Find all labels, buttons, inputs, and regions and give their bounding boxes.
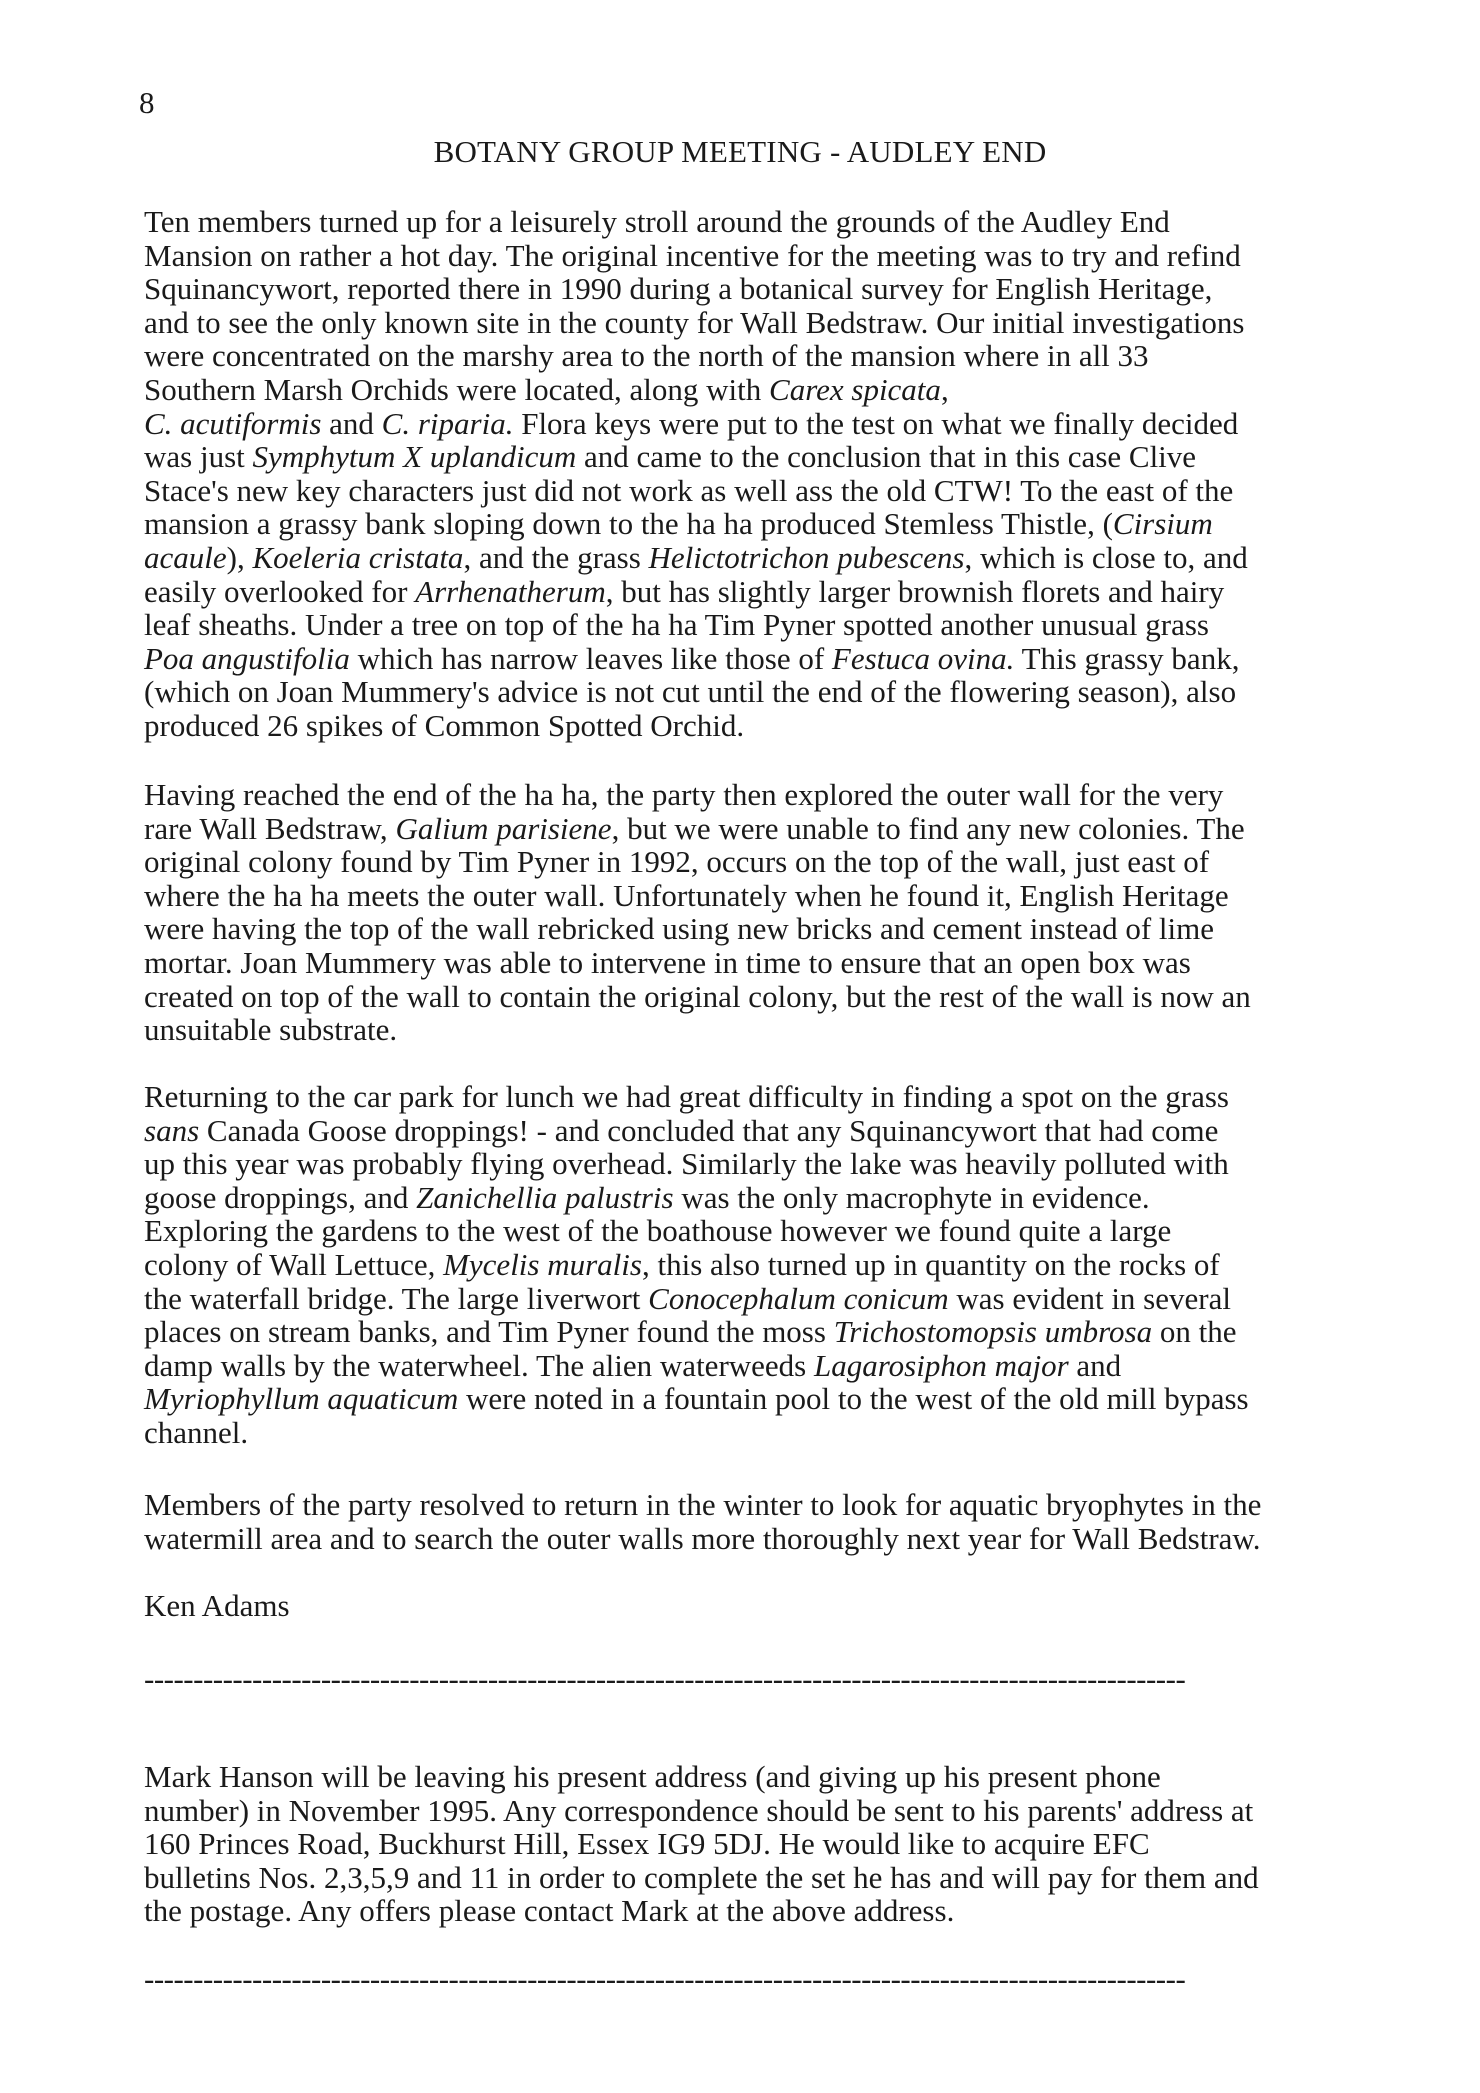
- species-name: C. acutiformis: [144, 405, 322, 441]
- text-line: [144, 845, 1354, 879]
- text-line: [144, 1522, 1354, 1556]
- text-run: Mark Hanson will be leaving his present address (and giving up his present phone: [144, 1759, 1161, 1794]
- text-line: [144, 373, 1354, 407]
- species-name: Cirsium: [1112, 506, 1213, 542]
- text-line: [144, 980, 1354, 1014]
- text-run: original colony found by Tim Pyner in 1992, occurs on the top of the wall, just east of: [144, 844, 1210, 880]
- text-line: [144, 339, 1354, 373]
- page-number: 8: [139, 85, 155, 120]
- text-run: Squinancywort, reported there in 1990 during a botanical survey for English Heritage,: [144, 271, 1213, 307]
- species-name: Helictotrichon pubescens: [648, 539, 965, 575]
- notice-paragraph: [144, 1760, 1354, 1928]
- text-run: and to see the only known site in the county for Wall Bedstraw. Our initial investigations: [144, 304, 1245, 340]
- text-line: [144, 1382, 1354, 1416]
- text-run: , which is close to, and: [964, 539, 1248, 575]
- text-run: Flora keys were put to the test on what we finally decided: [513, 405, 1239, 441]
- text-run: easily overlooked for: [144, 573, 416, 609]
- text-run: (which on Joan Mummery's advice is not cut until the end of the flowering season), also: [144, 674, 1237, 710]
- species-name: Galium parisiene: [395, 810, 612, 846]
- text-line: [144, 709, 1354, 743]
- text-run: where the ha ha meets the outer wall. Unfortunately when he found it, English Heritage: [144, 877, 1229, 913]
- text-run: ,: [940, 371, 949, 407]
- text-run: Stace's new key characters just did not work as well ass the old CTW! To the east of the: [144, 472, 1234, 508]
- report-paragraph-4: [144, 1488, 1354, 1555]
- text-line: [144, 507, 1354, 541]
- text-line: [144, 272, 1354, 306]
- text-run: , but has slightly larger brownish florets and hairy: [605, 573, 1225, 609]
- text-run: which has narrow leaves like those of: [349, 640, 832, 676]
- text-line: [144, 1315, 1354, 1349]
- text-run: and: [1068, 1347, 1122, 1383]
- text-line: [144, 440, 1354, 474]
- species-name: C. riparia.: [381, 405, 514, 441]
- text-run: were concentrated on the marshy area to the north of the mansion where in all 33: [144, 338, 1149, 374]
- species-name: Poa angustifolia: [144, 640, 350, 676]
- text-run: ),: [226, 539, 253, 575]
- text-run: bulletins Nos. 2,3,5,9 and 11 in order to complete the set he has and will pay for them and: [144, 1859, 1259, 1895]
- text-run: were having the top of the wall rebricked using new bricks and cement instead of lime: [144, 911, 1215, 947]
- text-line: [144, 1488, 1354, 1522]
- text-run: the waterfall bridge. The large liverwort: [144, 1280, 649, 1316]
- text-run: the postage. Any offers please contact Mark at the above address.: [144, 1893, 955, 1929]
- species-name: Symphytum X uplandicum: [252, 439, 577, 475]
- text-run: watermill area and to search the outer walls more thoroughly next year for Wall Bedstraw.: [144, 1520, 1261, 1556]
- text-run: rare Wall Bedstraw,: [144, 810, 396, 846]
- author-signature: Ken Adams: [144, 1588, 290, 1623]
- text-run: colony of Wall Lettuce,: [144, 1246, 444, 1282]
- species-name: Lagarosiphon major: [813, 1347, 1069, 1383]
- text-line: [144, 812, 1354, 846]
- text-run: places on stream banks, and Tim Pyner found the moss: [144, 1314, 834, 1350]
- text-line: [144, 1794, 1354, 1828]
- species-name: Koeleria cristata: [252, 539, 464, 575]
- text-run: mortar. Joan Mummery was able to intervene in time to ensure that an open box was: [144, 944, 1191, 980]
- species-name: Conocephalum conicum: [648, 1280, 949, 1316]
- report-paragraph-2: [144, 778, 1354, 1047]
- text-run: 160 Princes Road, Buckhurst Hill, Essex IG9 5DJ. He would like to acquire EFC: [144, 1826, 1150, 1862]
- text-line: [144, 1861, 1354, 1895]
- text-line: [144, 1760, 1354, 1794]
- text-run: was evident in several: [948, 1280, 1231, 1316]
- text-run: up this year was probably flying overhead. Similarly the lake was heavily polluted with: [144, 1146, 1229, 1182]
- text-line: [144, 912, 1354, 946]
- text-run: Members of the party resolved to return in the winter to look for aquatic bryophytes in the: [144, 1487, 1262, 1522]
- text-line: [144, 1827, 1354, 1861]
- species-name: Festuca ovina.: [831, 640, 1015, 676]
- text-line: [144, 1349, 1354, 1383]
- text-run: was the only macrophyte in evidence.: [673, 1179, 1150, 1215]
- text-line: [144, 879, 1354, 913]
- species-name: Zanichellia palustris: [416, 1179, 674, 1215]
- text-run: goose droppings, and: [144, 1179, 417, 1215]
- text-run: mansion a grassy bank sloping down to the ha ha produced Stemless Thistle, (: [144, 506, 1113, 542]
- text-run: and came to the conclusion that in this case Clive: [576, 439, 1197, 475]
- text-line: [144, 541, 1354, 575]
- text-run: produced 26 spikes of Common Spotted Orchid.: [144, 707, 745, 743]
- text-line: [144, 474, 1354, 508]
- report-paragraph-3: [144, 1080, 1354, 1450]
- text-line: [144, 306, 1354, 340]
- text-line: [144, 1894, 1354, 1928]
- text-run: Southern Marsh Orchids were located, along with: [144, 371, 770, 407]
- text-run: Returning to the car park for lunch we had great difficulty in finding a spot on the grass: [144, 1079, 1229, 1114]
- text-line: [144, 608, 1354, 642]
- page-title: BOTANY GROUP MEETING - AUDLEY END: [433, 134, 1047, 169]
- text-run: created on top of the wall to contain the original colony, but the rest of the wall is now an: [144, 978, 1251, 1014]
- text-run: and: [321, 405, 382, 441]
- text-line: [144, 407, 1354, 441]
- text-line: [144, 675, 1354, 709]
- text-run: damp walls by the waterwheel. The alien waterweeds: [144, 1347, 814, 1383]
- species-name: acaule: [144, 539, 227, 575]
- species-name: Trichostomopsis umbrosa: [833, 1314, 1153, 1350]
- report-paragraph-1: [144, 205, 1354, 743]
- text-line: [144, 1214, 1354, 1248]
- text-line: [144, 1114, 1354, 1148]
- text-run: , this also turned up in quantity on the rocks of: [641, 1246, 1220, 1282]
- text-run: was just: [144, 439, 253, 475]
- text-run: , and the grass: [463, 539, 649, 575]
- text-line: [144, 575, 1354, 609]
- text-run: unsuitable substrate.: [144, 1012, 398, 1048]
- text-run: , but we were unable to find any new colonies. The: [611, 810, 1245, 846]
- text-run: channel.: [144, 1414, 249, 1450]
- text-run: This grassy bank,: [1014, 640, 1240, 676]
- text-run: on the: [1152, 1314, 1237, 1350]
- text-run: leaf sheaths. Under a tree on top of the ha ha Tim Pyner spotted another unusual grass: [144, 607, 1209, 643]
- text-line: [144, 1013, 1354, 1047]
- text-line: [144, 642, 1354, 676]
- separator-line: ----------------------------------------------------------------------------------------------------------: [144, 1662, 1186, 1696]
- text-line: [144, 778, 1354, 812]
- species-name: Carex spicata: [769, 371, 941, 407]
- text-run: Ten members turned up for a leisurely stroll around the grounds of the Audley End: [144, 204, 1170, 239]
- species-name: Mycelis muralis: [443, 1246, 642, 1282]
- text-run: Canada Goose droppings! - and concluded that any Squinancywort that had come: [199, 1112, 1219, 1148]
- species-name: Arrhenatherum: [415, 573, 606, 609]
- text-line: [144, 1181, 1354, 1215]
- text-run: number) in November 1995. Any correspondence should be sent to his parents' address at: [144, 1792, 1254, 1828]
- text-line: [144, 1080, 1354, 1114]
- text-line: [144, 239, 1354, 273]
- text-line: [144, 1416, 1354, 1450]
- text-run: Mansion on rather a hot day. The original incentive for the meeting was to try and refind: [144, 237, 1241, 273]
- text-run: were noted in a fountain pool to the west of the old mill bypass: [458, 1381, 1249, 1417]
- separator-line-bottom: ----------------------------------------------------------------------------------------------------------: [144, 1962, 1186, 1996]
- text-line: [144, 205, 1354, 239]
- species-name: Myriophyllum aquaticum: [144, 1381, 459, 1417]
- text-run: Having reached the end of the ha ha, the party then explored the outer wall for the very: [144, 777, 1224, 812]
- text-line: [144, 1282, 1354, 1316]
- text-line: [144, 1248, 1354, 1282]
- text-run: Exploring the gardens to the west of the boathouse however we found quite a large: [144, 1213, 1172, 1249]
- species-name: sans: [144, 1112, 200, 1148]
- text-line: [144, 946, 1354, 980]
- text-line: [144, 1147, 1354, 1181]
